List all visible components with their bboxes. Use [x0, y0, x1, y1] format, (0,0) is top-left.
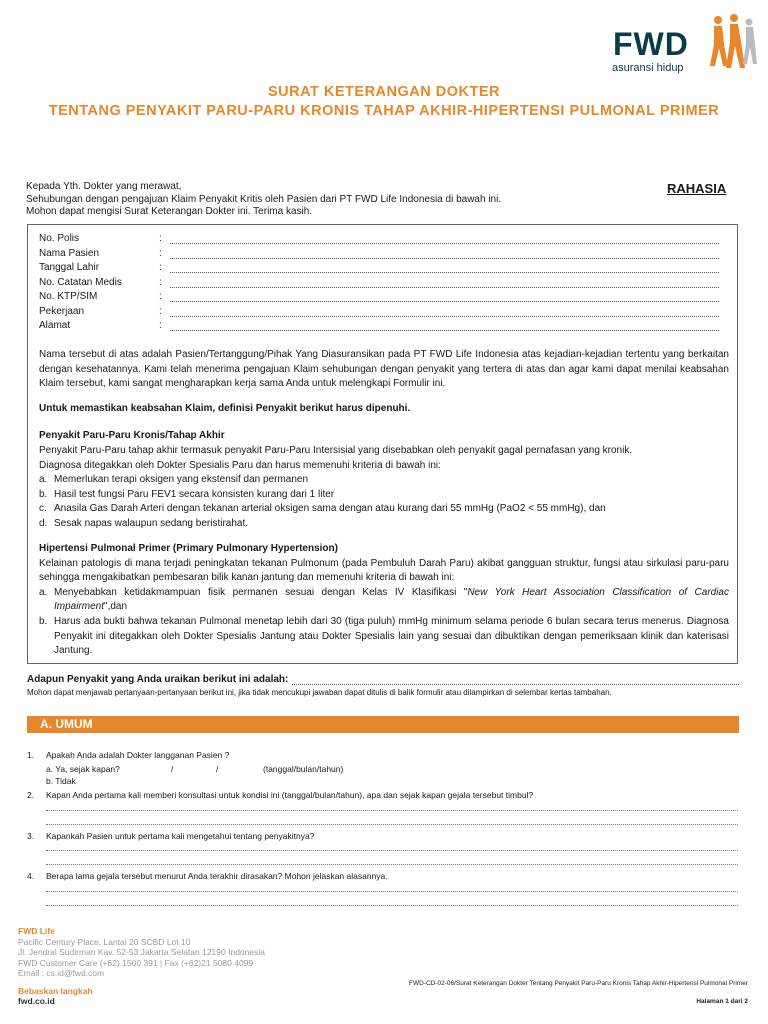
option-no[interactable]: b. Tidak — [46, 776, 76, 786]
criterion-italic: New York Heart Association Classification of Cardiac Impairment — [54, 586, 729, 612]
footer-company: FWD Life — [18, 926, 55, 936]
field-id-number[interactable] — [39, 291, 729, 305]
runners-icon — [704, 14, 758, 74]
answer-line[interactable] — [46, 905, 738, 906]
lung-heading: Penyakit Paru-Paru Kronis/Tahap Akhir — [39, 430, 225, 441]
answer-line[interactable] — [46, 864, 738, 865]
question-text: Kapan Anda pertama kali memberi konsultasi untuk kondisi ini (tanggal/bulan/tahun), apa dan sejak kapan gejala tersebut timbul? — [46, 790, 534, 800]
criterion-text: Hasil test fungsi Paru FEV1 secara konsisten kurang dari 1 liter — [54, 488, 335, 500]
footer-email: Email : cs.id@fwd.com — [18, 968, 105, 978]
field-policy-number[interactable] — [39, 233, 729, 247]
logo-tagline: asuransi hidup — [612, 62, 684, 74]
field-birth-date[interactable] — [39, 262, 729, 276]
field-colon: : — [159, 291, 162, 302]
criterion-mark: b. — [39, 616, 48, 627]
criterion-text: Harus ada bukti bahwa tekanan Pulmonal menetap lebih dari 30 (tiga puluh) mmHg minimum selama periode 6 bulan secara terus menerus. Diagnosa Penyakit ini ditegakkan oleh Dokter Spesialis Jantung atau Dokter Spesialis lain yang sesuai dan dibuktikan dengan pemeriksaan klinik dan katerisasi Jantung. — [54, 616, 729, 656]
intro-line-1: Kepada Yth. Dokter yang merawat, — [26, 181, 182, 192]
lung-diagnosis: Diagnosa ditegakkan oleh Dokter Spesialis Paru dan harus memenuhi kriteria di bawah ini: — [39, 459, 441, 471]
footer-slogan: Bebaskan langkah — [18, 985, 93, 996]
answer-instruction: Mohon dapat menjawab pertanyaan-pertanyaan berikut ini, jika tidak mencukupi jawaban dapat ditulis di balik formulir atau dilampirkan di selembar kertas tambahan. — [27, 688, 612, 697]
answer-line[interactable] — [46, 824, 738, 825]
field-occupation[interactable] — [39, 306, 729, 320]
answer-line[interactable] — [46, 891, 738, 892]
footer-address-2: Jl. Jendral Sudirman Kav. 52-53 Jakarta Selatan 12190 Indonesia — [18, 947, 265, 957]
field-colon: : — [159, 320, 162, 331]
page-number: Halaman 1 dari 2 — [696, 998, 748, 1005]
question-number: 3. — [27, 831, 35, 841]
intro-line-2: Sehubungan dengan pengajuan Klaim Penyakit Kritis oleh Pasien dari PT FWD Life Indonesia di bawah ini. — [26, 193, 502, 205]
disease-description-label: Adapun Penyakit yang Anda uraikan berikut ini adalah: — [27, 674, 289, 685]
criterion-text-end: ",dan — [104, 601, 128, 612]
field-colon: : — [159, 276, 162, 288]
logo-brand: FWD — [613, 26, 689, 62]
field-line[interactable] — [170, 243, 719, 244]
field-label: No. KTP/SIM — [39, 291, 98, 302]
lung-description: Penyakit Paru-Paru tahap akhir termasuk penyakit Paru-Paru Intersisial yang disebabkan oleh penyakit gagal pernafasan yang kronik. — [39, 445, 633, 456]
disease-description-line[interactable] — [292, 684, 739, 685]
section-a-title: A. UMUM — [40, 717, 93, 731]
footer-website[interactable]: fwd.co.id — [18, 996, 55, 1006]
criterion-mark: a. — [39, 474, 48, 485]
field-label: Nama Pasien — [39, 247, 100, 259]
criterion-mark: d. — [39, 517, 48, 529]
criterion-text — [54, 586, 729, 615]
intro-line-3: Mohon dapat mengisi Surat Keterangan Dokter ini. Terima kasih. — [26, 206, 313, 217]
section-a-header — [27, 716, 739, 733]
document-reference: FWD-CD-02-06/Surat Keterangan Dokter Tentang Penyakit Paru-Paru Kronis Tahap Akhir-Hipertensi Pulmonal Primer — [409, 980, 748, 987]
field-patient-name[interactable] — [39, 248, 729, 262]
field-address[interactable] — [39, 320, 729, 334]
question-text: Kapankah Pasien untuk pertama kali mengetahui tentang penyakitnya? — [46, 831, 315, 841]
document-title: SURAT KETERANGAN DOKTER — [268, 84, 500, 100]
field-label: Tanggal Lahir — [39, 262, 100, 273]
answer-line[interactable] — [46, 850, 738, 851]
footer-company-info — [18, 926, 265, 1007]
field-colon: : — [159, 262, 162, 273]
field-label: No. Polis — [39, 233, 80, 244]
criterion-text: Anasila Gas Darah Arteri dengan tekanan arterial oksigen sama dengan atau kurang dari 55 mmHg (PaO2 < 55 mmHg), dan — [54, 503, 606, 514]
criterion-mark: a. — [39, 586, 48, 598]
intro-letter — [26, 181, 501, 219]
criterion-text: Memerlukan terapi oksigen yang ekstensif dan permanen — [54, 474, 309, 485]
field-medical-record[interactable] — [39, 277, 729, 291]
statement-paragraph: Nama tersebut di atas adalah Pasien/Tertanggung/Pihak Yang Diasuransikan pada PT FWD Life Indonesia atas kejadian-kejadian tertentu yang berkaitan dengan kesehatannya. Kami telah menerima pengajuan Klaim sehubungan dengan penyakit yang tertera di atas dan agar kami dapat menilai keabsahan Klaim tersebut, kami sangat mengharapkan kerja sama Anda untuk melengkapi Formulir ini. — [39, 349, 729, 389]
question-number: 1. — [27, 750, 35, 760]
field-label: Alamat — [39, 320, 71, 331]
hypertension-heading: Hipertensi Pulmonal Primer (Primary Pulmonary Hypertension) — [39, 543, 338, 554]
question-text: Apakah Anda adalah Dokter langganan Pasien ? — [46, 750, 230, 760]
date-format-hint: (tanggal/bulan/tahun) — [263, 764, 344, 774]
field-label: Pekerjaan — [39, 305, 85, 317]
footer-address-1: Pacific Century Place, Lantai 20 SCBD Lot 10 — [18, 936, 191, 947]
fwd-logo — [608, 14, 758, 84]
field-colon: : — [159, 305, 162, 317]
criterion-text-start: Menyebabkan ketidakmampuan fisik permanen sesuai dengan Kelas IV Klasifikasi " — [54, 586, 468, 598]
date-separator: / — [216, 764, 219, 774]
field-colon: : — [159, 233, 162, 244]
field-line[interactable] — [170, 258, 719, 259]
document-subtitle: TENTANG PENYAKIT PARU-PARU KRONIS TAHAP AKHIR-HIPERTENSI PULMONAL PRIMER — [48, 103, 720, 119]
field-line[interactable] — [170, 316, 719, 317]
confidential-label: RAHASIA — [667, 181, 727, 196]
footer-customer-care: FWD Customer Care (+62) 1500 391 | Fax (+62)21 5080 4099 — [18, 957, 254, 968]
patient-info-box — [27, 224, 738, 664]
criterion-text: Sesak napas walaupun sedang beristirahat. — [54, 517, 249, 529]
date-separator: / — [171, 764, 174, 774]
criterion-mark: c. — [39, 503, 47, 514]
field-line[interactable] — [170, 287, 719, 288]
question-text: Berapa lama gejala tersebut menurut Anda terakhir dirasakan? Mohon jelaskan alasannya. — [46, 871, 388, 881]
answer-line[interactable] — [46, 810, 738, 811]
field-line[interactable] — [170, 301, 719, 302]
field-line[interactable] — [170, 272, 719, 273]
definition-intro: Untuk memastikan keabsahan Klaim, definisi Penyakit berikut harus dipenuhi. — [39, 403, 411, 414]
hypertension-description: Kelainan patologis di mana terjadi peningkatan tekanan Pulmonum (pada Pembuluh Darah Paru) akibat gangguan struktur, fungsi atau sirkulasi paru-paru sehingga mengakibatkan pembesaran bilik kanan jantung dan memenuhi kriteria di bawah ini: — [39, 557, 729, 583]
question-number: 2. — [27, 790, 35, 800]
criterion-mark: b. — [39, 488, 48, 500]
field-colon: : — [159, 247, 162, 259]
question-number: 4. — [27, 871, 35, 881]
field-label: No. Catatan Medis — [39, 276, 122, 288]
option-yes[interactable]: a. Ya, sejak kapan? — [46, 764, 120, 774]
field-line[interactable] — [170, 330, 719, 331]
